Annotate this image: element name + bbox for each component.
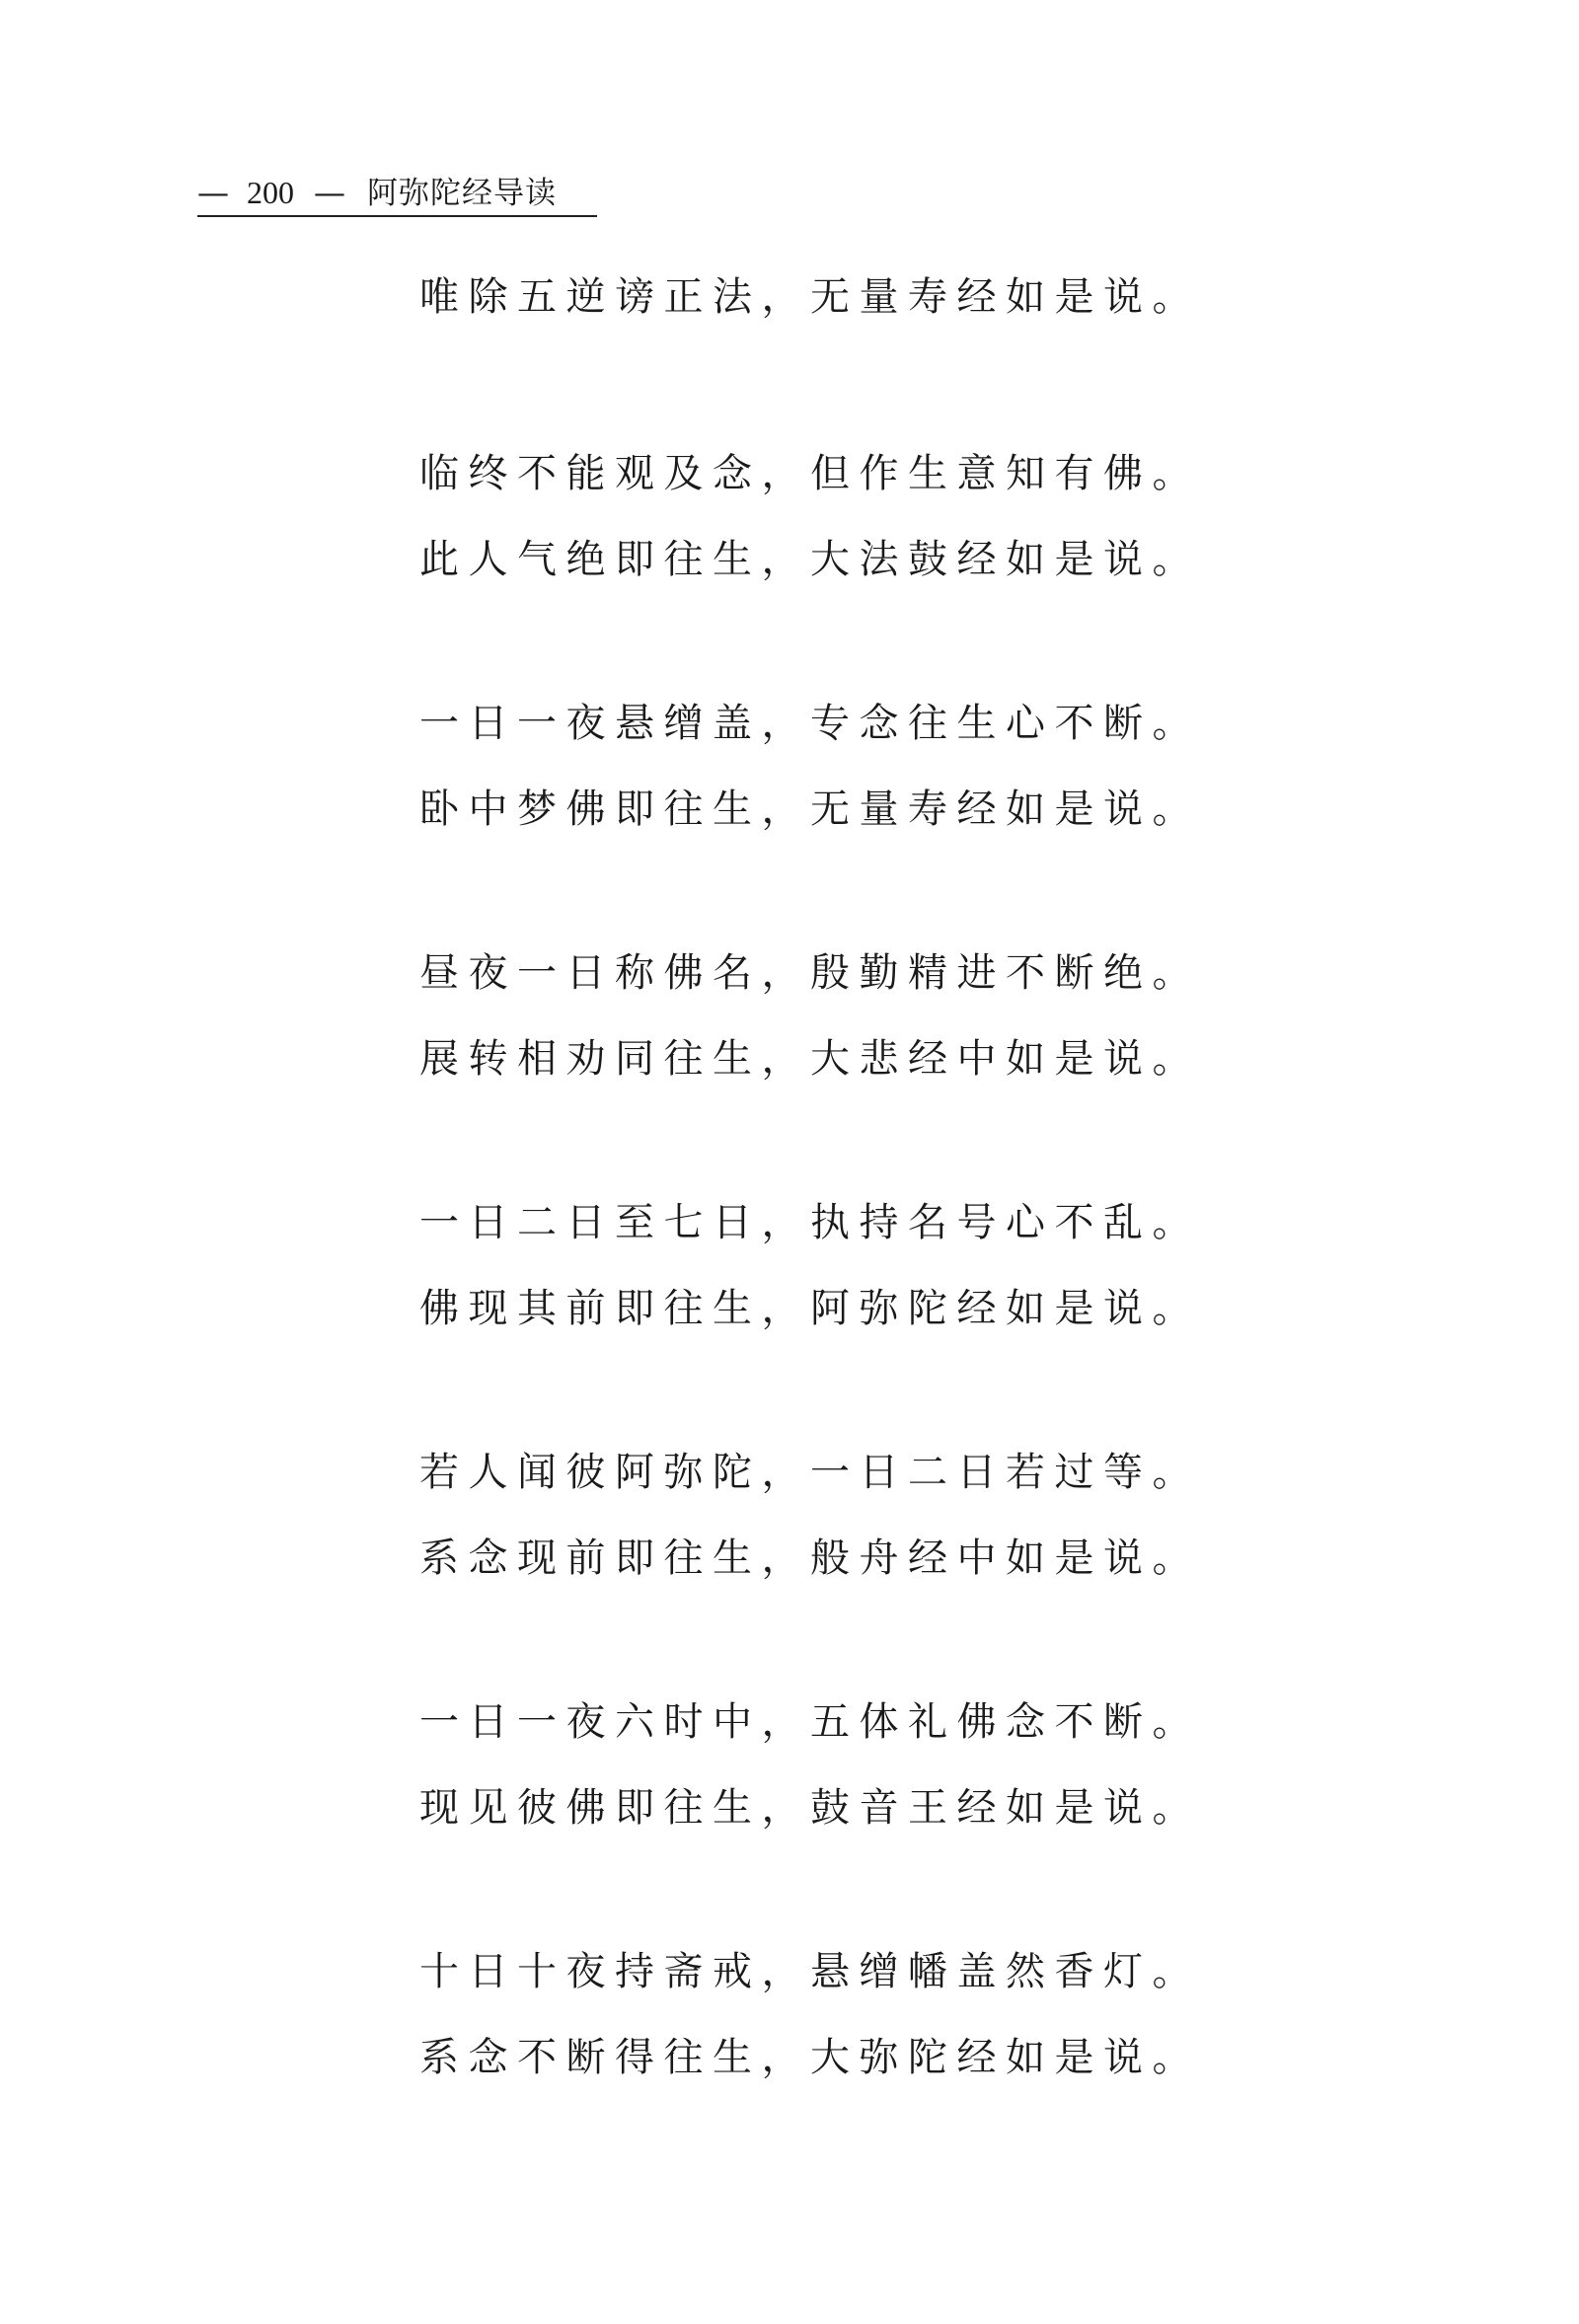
page-header <box>197 170 597 217</box>
verse-7 <box>419 1680 1406 1851</box>
verse-8 <box>419 1929 1406 2101</box>
verse-line: 若人闻彼阿弥陀，一日二日若过等。 <box>419 1450 1201 1495</box>
verse-line: 系念不断得往生，大弥陀经如是说。 <box>419 2035 1201 2080</box>
verse-line: 佛现其前即往生，阿弥陀经如是说。 <box>419 1286 1201 1331</box>
verse-line: 唯除五逆谤正法，无量寿经如是说。 <box>419 274 1201 320</box>
verse-line: 卧中梦佛即往生，无量寿经如是说。 <box>419 787 1201 832</box>
header-dash-right: — <box>314 174 345 211</box>
header-dash-left: — <box>197 174 229 211</box>
verse-line: 一日一夜悬缯盖，专念往生心不断。 <box>419 701 1201 746</box>
verse-line: 此人气绝即往生，大法鼓经如是说。 <box>419 537 1201 582</box>
verse-4 <box>419 931 1406 1102</box>
verse-6 <box>419 1430 1406 1602</box>
verse-line: 昼夜一日称佛名，殷勤精进不断绝。 <box>419 950 1201 996</box>
verse-2 <box>419 431 1406 603</box>
verse-3 <box>419 681 1406 853</box>
page-number: 200 <box>247 175 294 210</box>
verse-line: 系念现前即往生，般舟经中如是说。 <box>419 1536 1201 1581</box>
verse-5 <box>419 1180 1406 1352</box>
verse-line: 十日十夜持斋戒，悬缯幡盖然香灯。 <box>419 1949 1201 1994</box>
book-title: 阿弥陀经导读 <box>367 176 557 211</box>
verse-line: 现见彼佛即往生，鼓音王经如是说。 <box>419 1785 1201 1831</box>
verse-line: 临终不能观及念，但作生意知有佛。 <box>419 451 1201 496</box>
verse-line: 一日一夜六时中，五体礼佛念不断。 <box>419 1699 1201 1745</box>
verse-1 <box>419 255 1406 340</box>
verse-line: 一日二日至七日，执持名号心不乱。 <box>419 1200 1201 1245</box>
verse-line: 展转相劝同往生，大悲经中如是说。 <box>419 1036 1201 1082</box>
